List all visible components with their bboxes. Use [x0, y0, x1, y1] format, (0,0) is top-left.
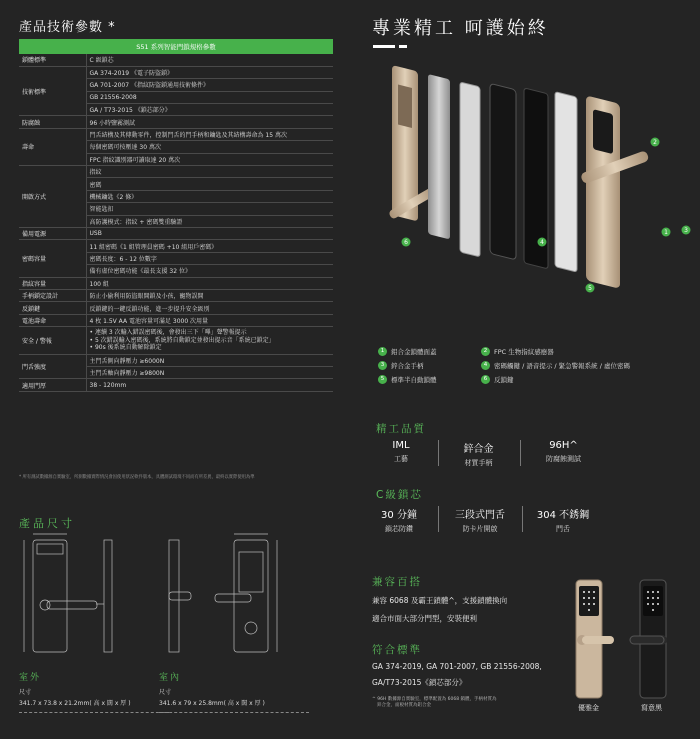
compat-line-2: 適合市面大部分門型，安裝便利	[372, 614, 477, 623]
spec-value: 100 組	[86, 277, 333, 289]
spec-row	[19, 166, 333, 178]
core-item: 三段式門舌 防卡片開啟	[455, 510, 505, 533]
spec-row	[19, 66, 333, 78]
spec-value: GA / T73-2015 《鎖芯部分》	[86, 104, 333, 116]
spec-row	[19, 128, 333, 140]
spec-value: 反鎖鍵的一鍵反鎖功能，進一步提升安全級別	[86, 302, 333, 314]
outdoor-title: 室外	[19, 673, 42, 683]
hero-title: 專業精工 呵護始終	[372, 18, 549, 39]
quality-title: 精工品質	[376, 423, 426, 435]
gold-lock-image	[568, 578, 616, 700]
spec-value: 主門舌側向靜壓力 ≥6000N	[86, 354, 333, 366]
spec-row	[19, 289, 333, 301]
spec-key: 指紋容量	[19, 277, 86, 289]
spec-row	[19, 54, 333, 66]
variant-gold-label: 優雅金	[578, 704, 599, 712]
spec-value-multiline	[86, 327, 333, 355]
spec-footnote: * 所有測試數據源自實驗室，所測數據實際情況會因使用狀況軟件版本，具體測試環境不同而有所差異，最終以實際使用為準	[19, 475, 255, 480]
spec-value: USB	[86, 227, 333, 239]
spec-key: 適用門厚	[19, 379, 86, 391]
outdoor-fingerprint-area	[37, 544, 63, 554]
legend-item: 4 密碼觸鍵 / 語音提示 / 緊急警報系統 / 虛位密碼	[481, 361, 630, 370]
quality-divider	[520, 440, 521, 466]
legend-item: 6 反鎖鍵	[481, 375, 514, 384]
indoor-size-value: 341.6 x 79 x 25.8mm( 高 x 闊 x 厚 )	[159, 700, 265, 707]
outdoor-size-label: 尺寸	[19, 689, 32, 696]
spec-row	[19, 277, 333, 289]
spec-row	[19, 314, 333, 326]
indoor-dimension	[159, 670, 309, 713]
variant-black-label: 寫意黑	[641, 704, 662, 712]
indoor-title: 室內	[159, 673, 182, 683]
spec-key: 技術標準	[19, 66, 86, 116]
indoor-side-outline	[169, 540, 179, 652]
gasket-1	[460, 82, 480, 257]
core-title: C級鎖芯	[376, 489, 423, 501]
spec-table-header: S51 系列智能門鎖規格參數	[19, 39, 333, 54]
standards-line-2: GA/T73-2015《鎖芯部分》	[372, 678, 467, 687]
spec-value: 4 枚 1.5V AA 電池容量可滿足 3000 次用量	[86, 314, 333, 326]
standards-line-1: GA 374-2019, GA 701-2007, GB 21556-2008,	[372, 662, 542, 671]
core-item: 304 不銹鋼 門舌	[536, 510, 590, 533]
spec-title: 產品技術參數 *	[19, 20, 116, 35]
spec-value: 備有虛位密碼功能《最長支援 32 位》	[86, 265, 333, 277]
spec-key: 電池壽命	[19, 314, 86, 326]
outdoor-size-value: 341.7 x 73.8 x 21.2mm( 高 x 闊 x 厚 )	[19, 700, 131, 707]
exploded-view	[380, 62, 700, 322]
core-divider	[438, 506, 439, 532]
indoor-divider	[159, 712, 309, 713]
outdoor-dimension	[19, 670, 169, 713]
spec-value: FPC 指紋識別器可讀取達 20 萬次	[86, 153, 333, 165]
spec-key: 反鎖鍵	[19, 302, 86, 314]
spec-table-header-row	[19, 39, 333, 54]
core-divider	[522, 506, 523, 532]
compat-title: 兼容百搭	[372, 576, 422, 588]
spec-key: 安全 / 警報	[19, 327, 86, 355]
spec-key: 防腐蝕	[19, 116, 86, 128]
spec-value: 門舌結構及其傳動零件，控制門舌的門手柄和鑰匙及其結構壽命為 15 萬次	[86, 128, 333, 140]
spec-value: GB 21556-2008	[86, 91, 333, 103]
indoor-battery-cover	[239, 552, 263, 592]
outdoor-side-outline	[104, 540, 112, 652]
spec-key: 鎖體標準	[19, 54, 86, 66]
hero-underline	[373, 45, 395, 48]
indoor-size-label: 尺寸	[159, 689, 172, 696]
callout-4: 4	[540, 239, 544, 246]
spec-value-line: • 連續 3 次輸入錯誤密碼後，會發出三下「嗶」聲警報提示	[89, 329, 247, 337]
keypad-area	[593, 109, 613, 154]
callout-1: 1	[664, 229, 668, 236]
dimension-drawings	[19, 532, 279, 662]
legend-item: 5 標準半自動鎖體	[378, 375, 437, 384]
spec-value: 密碼長度：6 - 12 位數字	[86, 252, 333, 264]
spec-value: 主門舌軸向靜壓力 ≥9800N	[86, 366, 333, 378]
spec-row	[19, 116, 333, 128]
quality-item: 96H^ 防腐蝕測試	[546, 440, 581, 463]
feature-column	[350, 0, 700, 739]
spec-value: 防止小偷利用防盜眼開鎖及小孩，寵物誤開	[86, 289, 333, 301]
spec-value-line: • 5 次錯誤輸入密碼後，系統將自動鎖定並發出提示音「系統已鎖定」	[89, 336, 275, 344]
legend-item: 2 FPC 生物指紋感應器	[481, 347, 554, 356]
spec-value: 11 組密碼《1 組管理員密碼 +10 組用戶密碼》	[86, 240, 333, 252]
spec-value: 密碼	[86, 178, 333, 190]
spec-table	[19, 39, 333, 392]
spec-key: 密碼容量	[19, 240, 86, 277]
core-item: 30 分鐘 鎖芯防鑽	[381, 510, 417, 533]
standards-title: 符合標準	[372, 644, 422, 656]
outdoor-divider	[19, 712, 169, 713]
gasket-2	[555, 92, 577, 272]
legend-item: 1 鋁合金鎖體面蓋	[378, 347, 437, 356]
outdoor-front-outline	[33, 540, 67, 652]
hero-underline-dot	[399, 45, 407, 48]
spec-row	[19, 379, 333, 391]
spec-row	[19, 327, 333, 355]
spec-key: 備用電源	[19, 227, 86, 239]
quality-item: IML 工藝	[392, 440, 410, 463]
pcb-cover	[490, 83, 516, 259]
spec-value: 指紋	[86, 166, 333, 178]
spec-row	[19, 302, 333, 314]
black-lock-image	[626, 578, 682, 700]
spec-value-line: • 90s 後系統自動解除鎖定	[89, 344, 162, 352]
legend-item: 3 鋅合金手柄	[378, 361, 424, 370]
quality-divider	[438, 440, 439, 466]
spec-key: 手柄鎖定設計	[19, 289, 86, 301]
spec-value: 每個密碼可按壓達 30 萬次	[86, 141, 333, 153]
spec-value: 機械鑰匙《2 條》	[86, 190, 333, 202]
spec-value: GA 374-2019 《電子防盜鎖》	[86, 66, 333, 78]
callout-6: 6	[404, 239, 408, 246]
compat-line-1: 兼容 6068 及霸王鎖體^，支援鎖體換向	[372, 596, 508, 605]
spec-key: 開啟方式	[19, 166, 86, 228]
spec-row	[19, 354, 333, 366]
spec-key: 門舌強度	[19, 354, 86, 379]
spec-row	[19, 240, 333, 252]
callout-3: 3	[684, 227, 688, 234]
spec-value: C 級鎖芯	[86, 54, 333, 66]
indoor-thumbturn	[245, 622, 257, 634]
quality-item: 鋅合金 材質手柄	[463, 444, 494, 467]
spec-row	[19, 227, 333, 239]
dimensions-title: 產品尺寸	[19, 517, 75, 530]
outdoor-handle	[47, 601, 97, 609]
spec-key: 壽命	[19, 128, 86, 165]
standards-footnote: ^ 96H 數據源自實驗室，標準配置為 6068 鎖體，手柄材質為 鋅合金，面板材質為鋁合金	[372, 697, 497, 708]
spec-value: GA 701-2007 《指紋防盜鎖通用技術條件》	[86, 79, 333, 91]
spec-value: 高防護模式：指紋 + 密碼雙重驗證	[86, 215, 333, 227]
indoor-handle	[215, 594, 251, 602]
spec-value: 38 - 120mm	[86, 379, 333, 391]
callout-2: 2	[653, 139, 657, 146]
spec-value: 96 小時鹽霧測試	[86, 116, 333, 128]
spec-value: 智能匙扣	[86, 203, 333, 215]
callout-5: 5	[588, 285, 592, 292]
metal-plate-1	[428, 74, 450, 239]
